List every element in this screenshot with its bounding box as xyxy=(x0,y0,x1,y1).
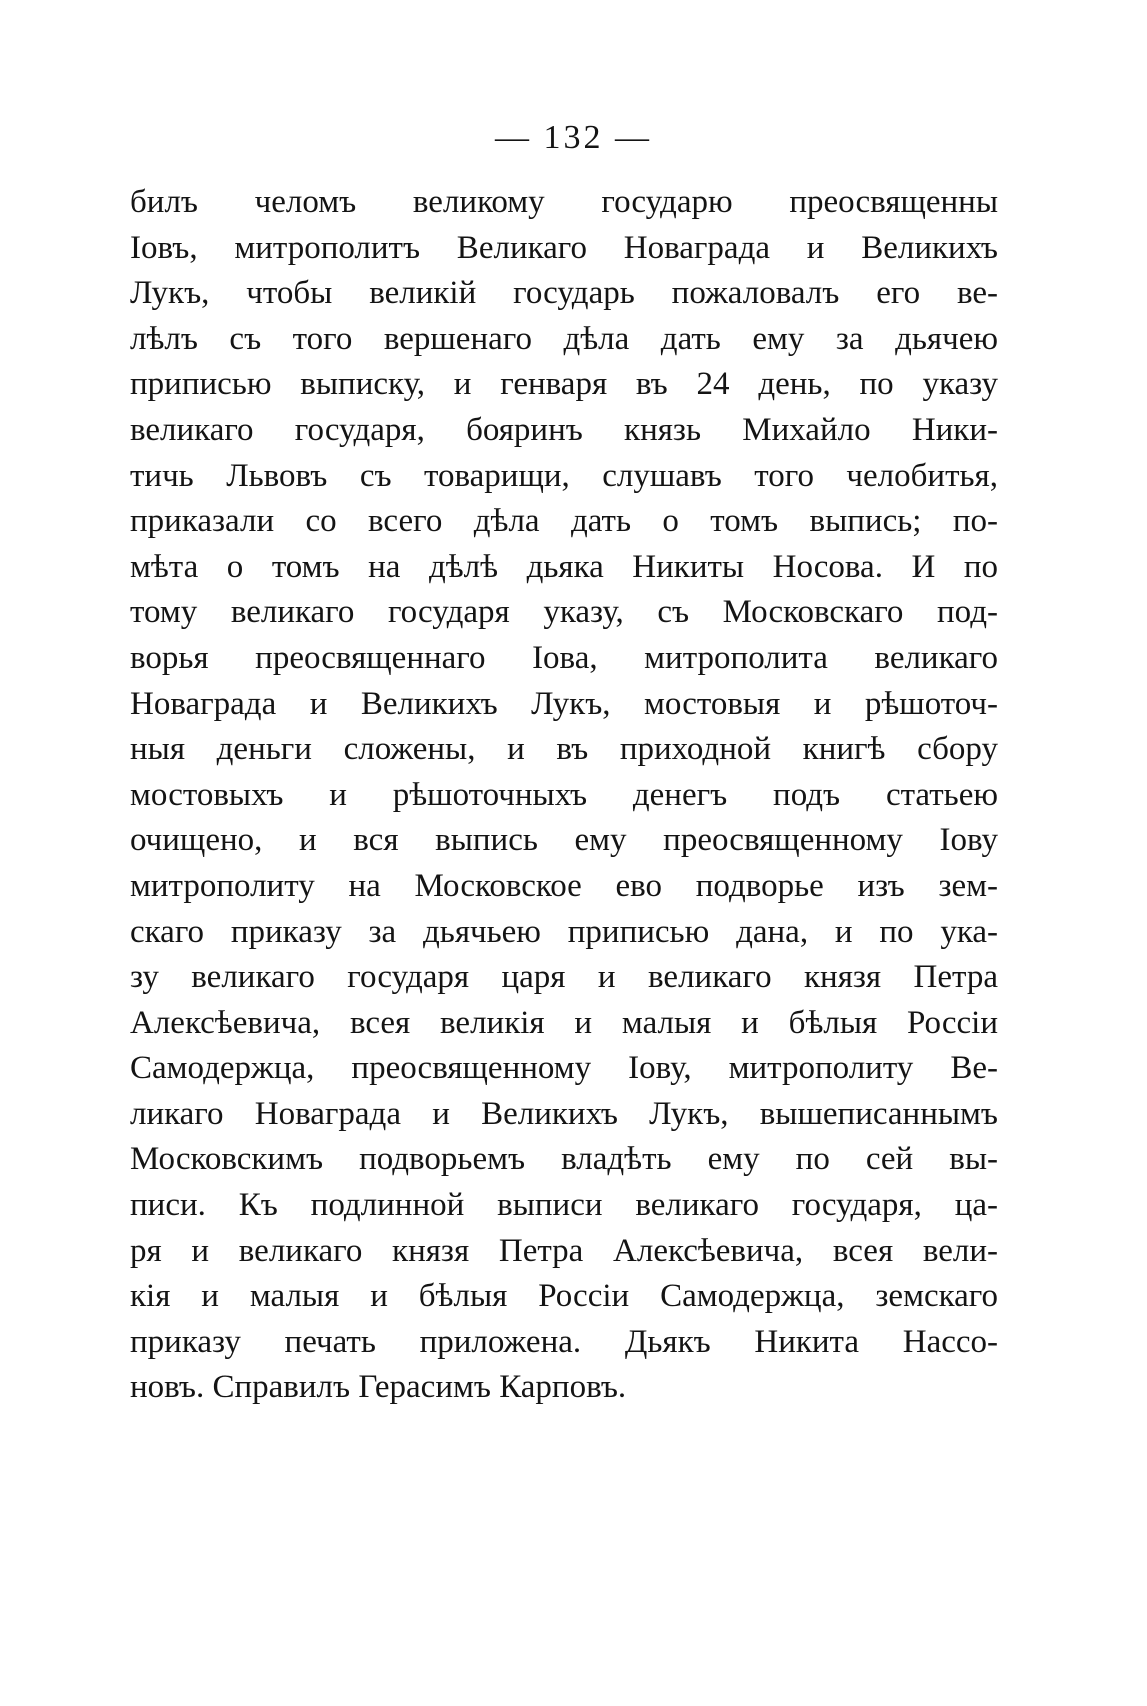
text-line: Новаграда и Великихъ Лукъ, мостовыя и рѣшоточ- xyxy=(130,685,998,722)
text-line: скаго приказу за дьячьею приписью дана, и по ука- xyxy=(130,913,998,950)
text-line: приказу печать приложена. Дьякъ Никита Нассо- xyxy=(130,1323,998,1360)
text-line-last: новъ. Справилъ Герасимъ Карповъ. xyxy=(130,1369,627,1406)
text-line: лѣлъ съ того вершенаго дѣла дать ему за дьячею xyxy=(130,320,998,357)
text-line: Самодержца, преосвященному Іову, митрополиту Ве- xyxy=(130,1050,998,1087)
text-line: зу великаго государя царя и великаго князя Петра xyxy=(130,959,998,996)
text-line: Алексѣевича, всея великія и малыя и бѣлыя Россіи xyxy=(130,1004,998,1041)
text-line: билъ челомъ великому государю преосвященны xyxy=(130,184,998,220)
text-line: очищено, и вся выпись ему преосвященному Іову xyxy=(130,822,998,859)
text-line: Московскимъ подворьемъ владѣть ему по сей вы- xyxy=(130,1141,998,1178)
text-line: приказали со всего дѣла дать о томъ выпись; по- xyxy=(130,503,998,540)
text-line: мостовыхъ и рѣшоточныхъ денегъ подъ статьею xyxy=(130,776,998,813)
text-line: ныя деньги сложены, и въ приходной книгѣ сбору xyxy=(130,731,998,768)
text-line: Іовъ, митрополитъ Великаго Новаграда и Великихъ xyxy=(130,229,998,266)
text-line: тичь Львовъ съ товарищи, слушавъ того челобитья, xyxy=(130,457,998,494)
text-line: ря и великаго князя Петра Алексѣевича, всея вели- xyxy=(130,1232,998,1269)
text-line: ворья преосвященнаго Іова, митрополита великаго xyxy=(130,639,998,676)
text-line: Лукъ, чтобы великій государь пожаловалъ его ве- xyxy=(130,275,998,312)
text-line: ликаго Новаграда и Великихъ Лукъ, вышеписаннымъ xyxy=(130,1095,998,1132)
text-line: великаго государя, бояринъ князь Михайло Ники- xyxy=(130,411,998,448)
text-line: писи. Къ подлинной выписи великаго государя, ца- xyxy=(130,1187,998,1224)
body-text xyxy=(130,180,998,1411)
page-number: — 132 — xyxy=(495,119,652,156)
text-line: кія и малыя и бѣлыя Россіи Самодержца, земскаго xyxy=(130,1278,998,1315)
text-line: митрополиту на Московское ево подворье изъ зем- xyxy=(130,867,998,904)
text-line: тому великаго государя указу, съ Московскаго под- xyxy=(130,594,998,631)
text-line: приписью выписку, и генваря въ 24 день, по указу xyxy=(130,366,998,403)
text-line: мѣта о томъ на дѣлѣ дьяка Никиты Носова. И по xyxy=(130,548,998,585)
